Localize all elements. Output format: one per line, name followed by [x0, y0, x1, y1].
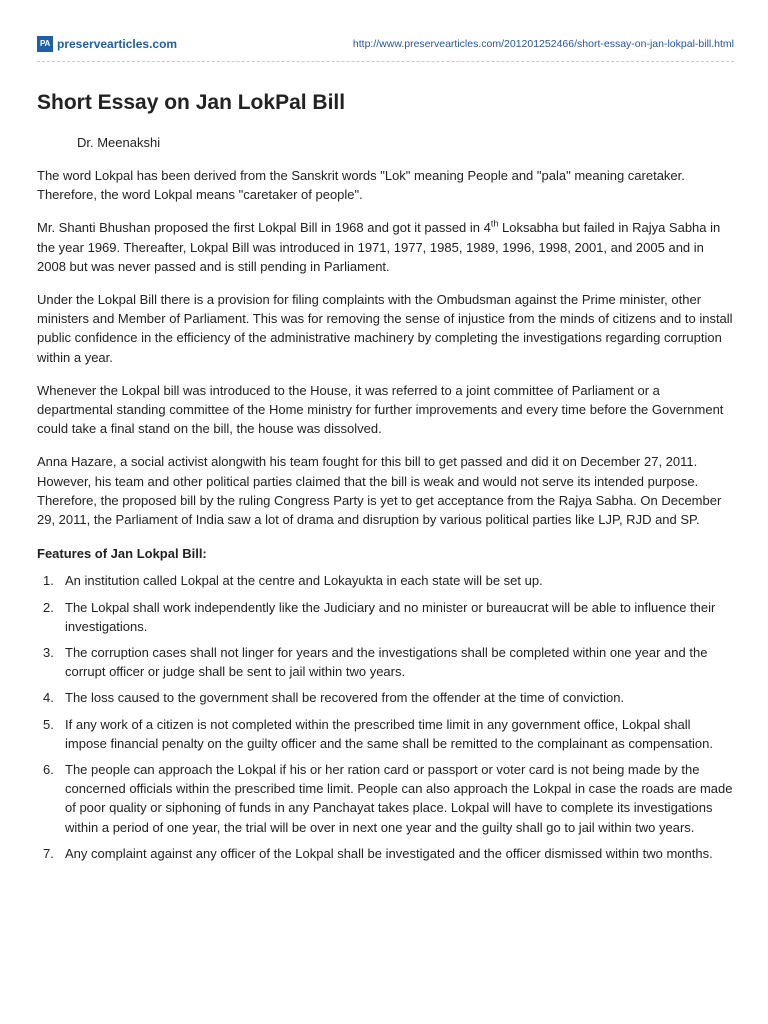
list-item [37, 715, 734, 753]
author-name: Dr. Meenakshi [77, 135, 161, 150]
list-item [37, 844, 734, 863]
list-item-text: Any complaint against any officer of the Lokpal shall be investigated and the officer dismissed within two months. [65, 845, 713, 861]
article-title: Short Essay on Jan LokPal Bill [37, 91, 346, 114]
paragraph-2 [37, 218, 734, 276]
site-logo[interactable] [37, 36, 177, 52]
list-item-text: If any work of a citizen is not completed within the prescribed time limit in any government office, Lokpal shall impose financial penalty on the guilty officer and the same shall be remitted to the complainant as compensation. [65, 716, 713, 751]
list-item [37, 688, 734, 707]
paragraph-3: Under the Lokpal Bill there is a provision for filing complaints with the Ombudsman against the Prime minister, other ministers and Member of Parliament. This was for removing the sense of injustice from the minds of citizens and to install public confidence in the efficiency of the administrative machinery by completing the investigations regarding corruption within a year. [37, 292, 733, 365]
list-item [37, 643, 734, 681]
list-item [37, 598, 734, 636]
list-item-text: An institution called Lokpal at the centre and Lokayukta in each state will be set up. [65, 573, 543, 589]
article-url-link[interactable]: http://www.preservearticles.com/201201252466/short-essay-on-jan-lokpal-bill.html [352, 38, 734, 50]
list-item-number: 3. [43, 645, 54, 661]
list-item [37, 760, 734, 837]
page-header [37, 34, 734, 56]
paragraph-2-text-end: Loksabha but failed in Rajya Sabha in the year 1969. Thereafter, Lokpal Bill was introduced in 1971, 1977, 1985, 1989, 1996, 1998, 2001, and 2005 and in 2008 but was never passed and is still pending in Parliament. [37, 220, 721, 274]
features-heading: Features of Jan Lokpal Bill: [37, 546, 207, 562]
paragraph-2-text-start: Mr. Shanti Bhushan proposed the first Lokpal Bill in 1968 and got it passed in 4 [37, 220, 491, 236]
list-item [37, 571, 734, 590]
list-item-number: 6. [43, 762, 54, 778]
list-item-number: 4. [43, 690, 54, 706]
list-item-text: The Lokpal shall work independently like the Judiciary and no minister or bureaucrat will be able to influence their investigations. [65, 599, 716, 634]
header-divider [37, 61, 734, 62]
site-name-link[interactable]: preservearticles.com [57, 37, 178, 51]
ordinal-suffix: th [490, 219, 499, 230]
paragraph-5: Anna Hazare, a social activist alongwith his team fought for this bill to get passed and did it on December 27, 2011. However, his team and other political parties claimed that the bill is weak and would not serve its intended purpose. Therefore, the proposed bill by the ruling Congress Party is yet to get acceptance from the Rajya Sabha. On December 29, 2011, the Parliament of India saw a lot of drama and disruption by various political parties like LJP, RJD and SP. [37, 454, 722, 528]
list-item-number: 5. [43, 716, 54, 732]
list-item-number: 7. [43, 845, 54, 861]
article-body [37, 89, 734, 870]
paragraph-1: The word Lokpal has been derived from the Sanskrit words "Lok" meaning People and "pala" meaning caretaker. Therefore, the word Lokpal means "caretaker of people". [37, 168, 685, 203]
list-item-text: The people can approach the Lokpal if his or her ration card or passport or voter card is not being made by the concerned officials within the prescribed time limit. People can also approach the Lokpal in case the roads are made of poor quality or siphoning of funds in any Panchayat takes place. Lokpal will have to complete its investigations within a period of one year, the trial will be over in next one year and the guilty shall go to jail within two years. [65, 762, 733, 835]
features-list [37, 571, 734, 863]
paragraph-4: Whenever the Lokpal bill was introduced to the House, it was referred to a joint committee of Parliament or a departmental standing committee of the Home ministry for further improvements and every time before the Government could take a final stand on the bill, the house was dissolved. [37, 382, 724, 437]
logo-badge-icon: PA [37, 36, 53, 52]
list-item-number: 1. [43, 573, 54, 589]
list-item-number: 2. [43, 599, 54, 615]
list-item-text: The corruption cases shall not linger for years and the investigations shall be completed within one year and the corrupt officer or judge shall be sent to jail within two years. [65, 645, 708, 680]
list-item-text: The loss caused to the government shall be recovered from the offender at the time of conviction. [65, 690, 625, 706]
